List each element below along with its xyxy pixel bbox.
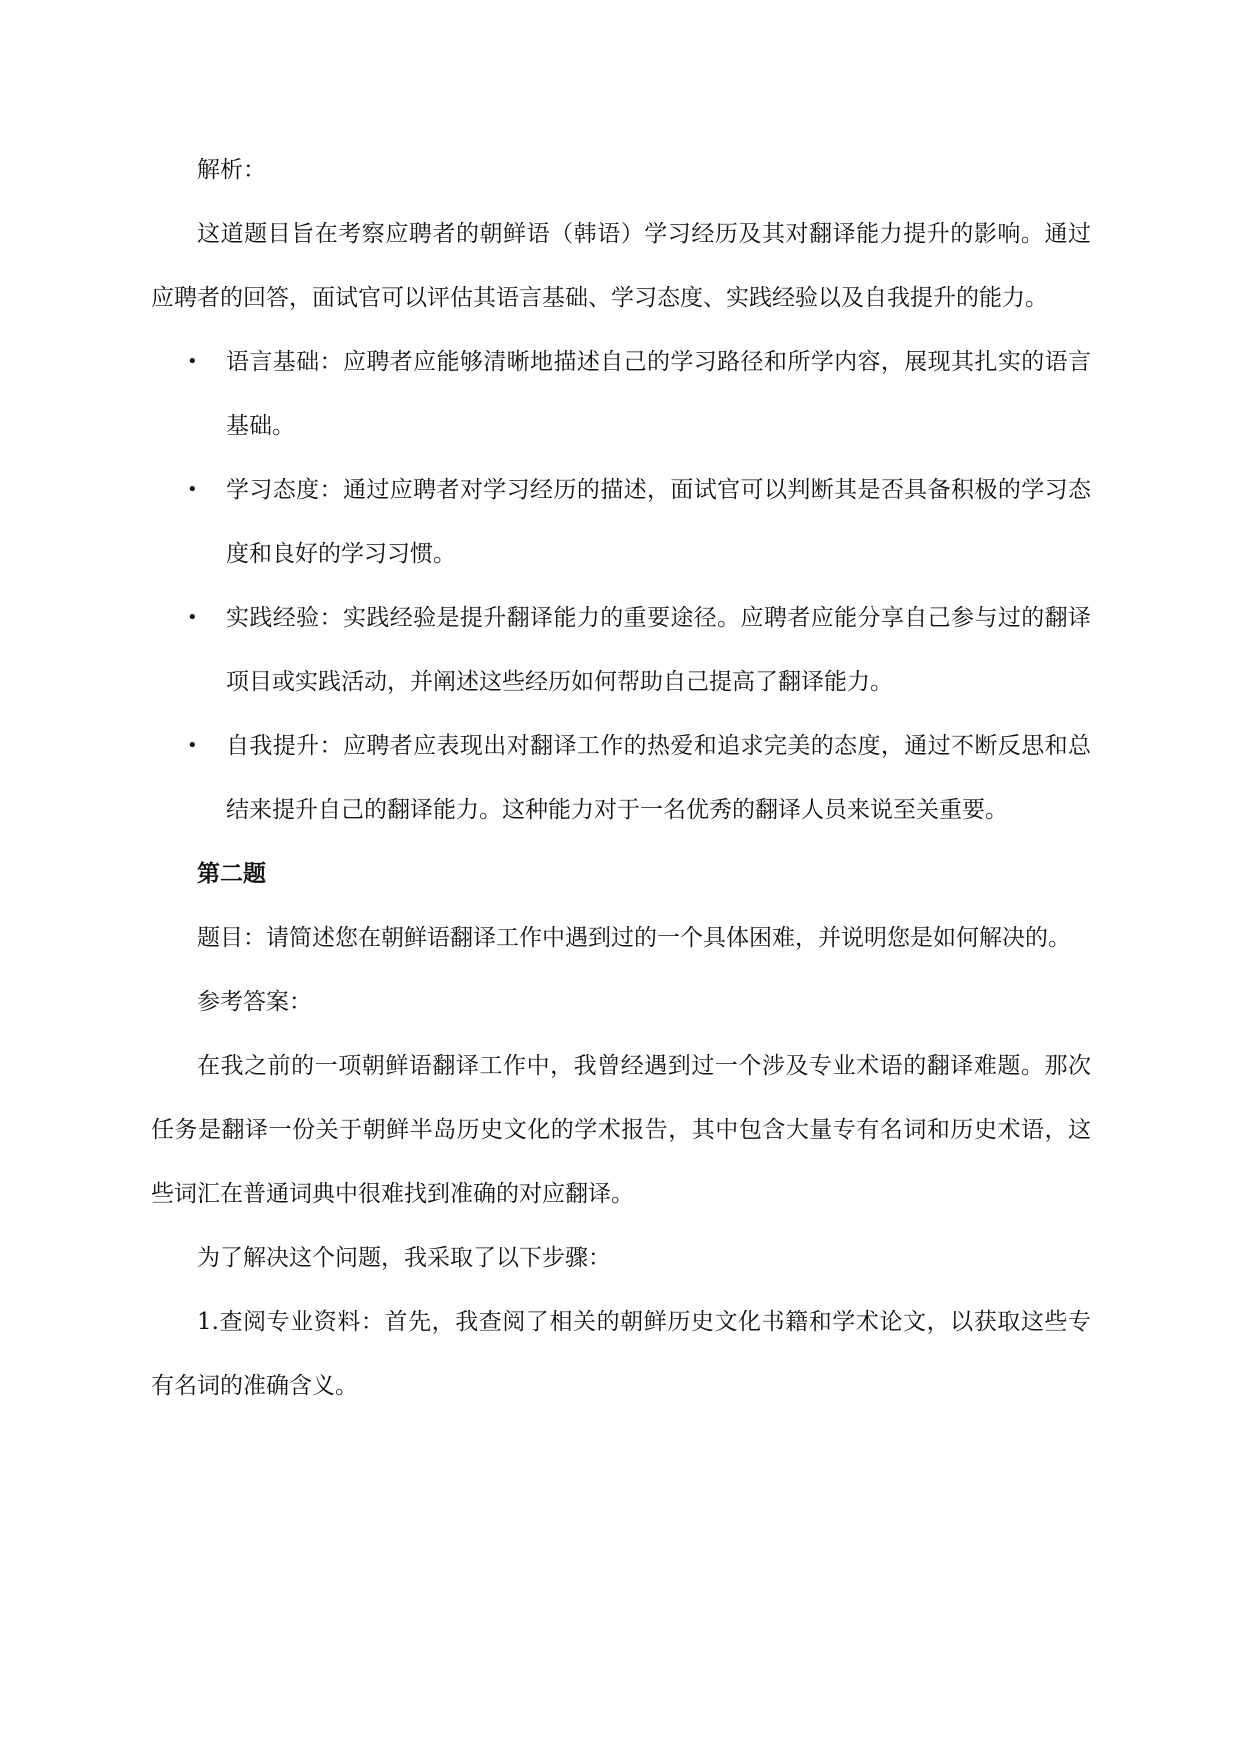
bullet-icon: •: [187, 479, 198, 500]
answer-paragraph-3: 1.查阅专业资料：首先，我查阅了相关的朝鲜历史文化书籍和学术论文，以获取这些专有名词的准确含义。: [151, 1309, 1091, 1399]
document-body: [151, 138, 1091, 1418]
list-item-text: 学习态度：通过应聘者对学习经历的描述，面试官可以判断其是否具备积极的学习态度和良好的学习习惯。: [226, 477, 1091, 567]
answer-paragraph-1: 在我之前的一项朝鲜语翻译工作中，我曾经遇到过一个涉及专业术语的翻译难题。那次任务是翻译一份关于朝鲜半岛历史文化的学术报告，其中包含大量专有名词和历史术语，这些词汇在普通词典中很难找到准确的对应翻译。: [151, 1053, 1091, 1207]
answer-label: 参考答案：: [197, 989, 312, 1015]
question-paragraph: 题目：请简述您在朝鲜语翻译工作中遇到过的一个具体困难，并说明您是如何解决的。: [197, 925, 1071, 951]
list-item: [151, 714, 1091, 842]
bullet-icon: •: [187, 351, 198, 372]
answer-paragraph-2: 为了解决这个问题，我采取了以下步骤：: [197, 1245, 611, 1271]
list-item: [151, 458, 1091, 586]
list-item: [151, 330, 1091, 458]
analysis-paragraph: 这道题目旨在考察应聘者的朝鲜语（韩语）学习经历及其对翻译能力提升的影响。通过应聘者的回答，面试官可以评估其语言基础、学习态度、实践经验以及自我提升的能力。: [151, 221, 1091, 311]
section-heading: 第二题: [197, 860, 266, 887]
bullet-icon: •: [187, 607, 198, 628]
analysis-label: 解析：: [197, 157, 266, 183]
list-item-text: 自我提升：应聘者应表现出对翻译工作的热爱和追求完美的态度，通过不断反思和总结来提升自己的翻译能力。这种能力对于一名优秀的翻译人员来说至关重要。: [226, 733, 1091, 823]
criteria-list: [151, 330, 1091, 842]
bullet-icon: •: [187, 735, 198, 756]
list-item: [151, 586, 1091, 714]
list-item-text: 语言基础：应聘者应能够清晰地描述自己的学习路径和所学内容，展现其扎实的语言基础。: [226, 349, 1091, 439]
list-item-text: 实践经验：实践经验是提升翻译能力的重要途径。应聘者应能分享自己参与过的翻译项目或实践活动，并阐述这些经历如何帮助自己提高了翻译能力。: [226, 605, 1091, 695]
